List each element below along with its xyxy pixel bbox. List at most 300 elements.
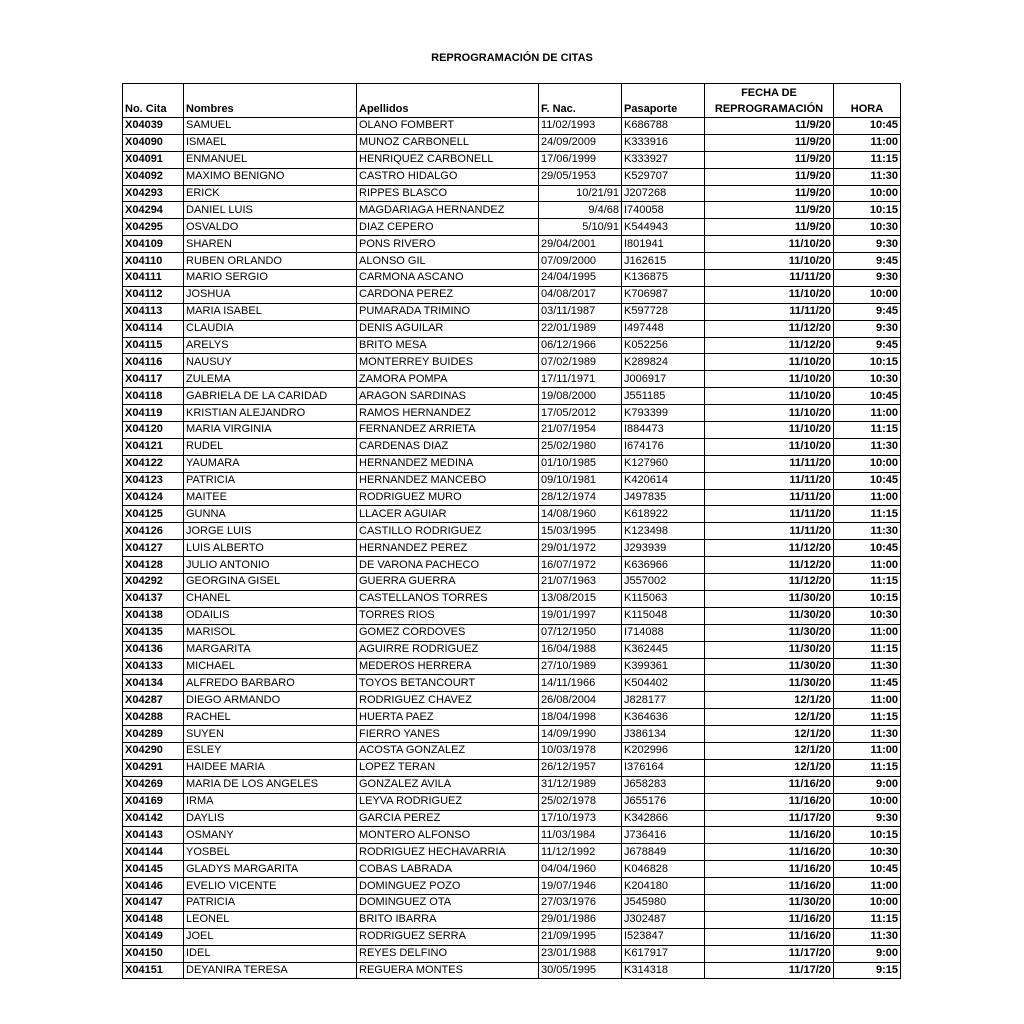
- f-nac-cell: 16/07/1972: [539, 557, 622, 574]
- hora-cell: 11:15: [834, 911, 901, 928]
- apellidos-cell: RODRIGUEZ HECHAVARRIA: [357, 844, 539, 861]
- apellidos-cell: GUERRA GUERRA: [357, 574, 539, 591]
- nombres-cell: GUNNA: [184, 506, 357, 523]
- f-nac-cell: 14/09/1990: [539, 726, 622, 743]
- header-hora: HORA: [834, 101, 901, 118]
- pasaporte-cell: J386134: [622, 726, 705, 743]
- hora-cell: 9:00: [834, 945, 901, 962]
- pasaporte-cell: J293939: [622, 540, 705, 557]
- fecha-cell: 11/16/20: [705, 793, 834, 810]
- apellidos-cell: TORRES RIOS: [357, 607, 539, 624]
- f-nac-cell: 19/01/1997: [539, 607, 622, 624]
- pasaporte-cell: K115048: [622, 607, 705, 624]
- pasaporte-cell: K364636: [622, 709, 705, 726]
- cita-id-cell: X04116: [123, 354, 184, 371]
- table-row: [123, 827, 901, 844]
- fecha-cell: 12/1/20: [705, 692, 834, 709]
- fecha-cell: 11/9/20: [705, 185, 834, 202]
- fecha-cell: 11/12/20: [705, 557, 834, 574]
- f-nac-cell: 11/03/1984: [539, 827, 622, 844]
- nombres-cell: SUYEN: [184, 726, 357, 743]
- apellidos-cell: LEYVA RODRIGUEZ: [357, 793, 539, 810]
- fecha-cell: 11/16/20: [705, 844, 834, 861]
- pasaporte-cell: K123498: [622, 523, 705, 540]
- f-nac-cell: 24/09/2009: [539, 134, 622, 151]
- pasaporte-cell: J658283: [622, 776, 705, 793]
- header-apellidos-top: [357, 84, 539, 102]
- apellidos-cell: GARCIA PEREZ: [357, 810, 539, 827]
- pasaporte-cell: J207268: [622, 185, 705, 202]
- f-nac-cell: 19/08/2000: [539, 388, 622, 405]
- hora-cell: 11:30: [834, 168, 901, 185]
- apellidos-cell: COBAS LABRADA: [357, 861, 539, 878]
- table-row: [123, 844, 901, 861]
- nombres-cell: MARIO SERGIO: [184, 270, 357, 287]
- hora-cell: 10:15: [834, 354, 901, 371]
- cita-id-cell: X04125: [123, 506, 184, 523]
- appointments-table: [122, 83, 901, 979]
- fecha-cell: 11/11/20: [705, 303, 834, 320]
- table-row: [123, 928, 901, 945]
- cita-id-cell: X04135: [123, 624, 184, 641]
- table-row: [123, 168, 901, 185]
- cita-id-cell: X04092: [123, 168, 184, 185]
- nombres-cell: CLAUDIA: [184, 320, 357, 337]
- hora-cell: 10:45: [834, 118, 901, 135]
- apellidos-cell: CASTELLANOS TORRES: [357, 590, 539, 607]
- apellidos-cell: MONTERREY BUIDES: [357, 354, 539, 371]
- apellidos-cell: BRITO IBARRA: [357, 911, 539, 928]
- f-nac-cell: 10/03/1978: [539, 742, 622, 759]
- f-nac-cell: 13/08/2015: [539, 590, 622, 607]
- table-row: [123, 878, 901, 895]
- hora-cell: 9:00: [834, 776, 901, 793]
- nombres-cell: YAUMARA: [184, 455, 357, 472]
- apellidos-cell: FIERRO YANES: [357, 726, 539, 743]
- f-nac-cell: 21/07/1954: [539, 422, 622, 439]
- nombres-cell: RUBEN ORLANDO: [184, 253, 357, 270]
- cita-id-cell: X04123: [123, 472, 184, 489]
- f-nac-cell: 07/02/1989: [539, 354, 622, 371]
- fecha-cell: 11/10/20: [705, 438, 834, 455]
- nombres-cell: PATRICIA: [184, 472, 357, 489]
- pasaporte-cell: J736416: [622, 827, 705, 844]
- table-row: [123, 962, 901, 979]
- f-nac-cell: 29/04/2001: [539, 236, 622, 253]
- f-nac-cell: 09/10/1981: [539, 472, 622, 489]
- fecha-cell: 11/9/20: [705, 118, 834, 135]
- pasaporte-cell: K136875: [622, 270, 705, 287]
- cita-id-cell: X04134: [123, 675, 184, 692]
- cita-id-cell: X04144: [123, 844, 184, 861]
- hora-cell: 9:15: [834, 962, 901, 979]
- fecha-cell: 11/30/20: [705, 894, 834, 911]
- hora-cell: 9:30: [834, 810, 901, 827]
- nombres-cell: DANIEL LUIS: [184, 202, 357, 219]
- pasaporte-cell: K793399: [622, 405, 705, 422]
- apellidos-cell: DIAZ CEPERO: [357, 219, 539, 236]
- hora-cell: 10:00: [834, 793, 901, 810]
- pasaporte-cell: K504402: [622, 675, 705, 692]
- hora-cell: 11:00: [834, 742, 901, 759]
- fecha-cell: 11/30/20: [705, 590, 834, 607]
- table-row: [123, 894, 901, 911]
- nombres-cell: EVELIO VICENTE: [184, 878, 357, 895]
- table-row: [123, 692, 901, 709]
- header-no-cita-top: [123, 84, 184, 102]
- table-row: [123, 945, 901, 962]
- f-nac-cell: 27/10/1989: [539, 658, 622, 675]
- table-row: [123, 118, 901, 135]
- fecha-cell: 11/10/20: [705, 236, 834, 253]
- header-f-nac-top: [539, 84, 622, 102]
- header-fecha-line1: FECHA DE: [705, 84, 834, 102]
- pasaporte-cell: K202996: [622, 742, 705, 759]
- hora-cell: 9:30: [834, 320, 901, 337]
- table-row: [123, 709, 901, 726]
- hora-cell: 10:45: [834, 472, 901, 489]
- pasaporte-cell: K052256: [622, 337, 705, 354]
- table-row: [123, 523, 901, 540]
- fecha-cell: 11/11/20: [705, 472, 834, 489]
- f-nac-cell: 31/12/1989: [539, 776, 622, 793]
- fecha-cell: 11/11/20: [705, 523, 834, 540]
- apellidos-cell: PUMARADA TRIMINO: [357, 303, 539, 320]
- hora-cell: 9:30: [834, 236, 901, 253]
- cita-id-cell: X04114: [123, 320, 184, 337]
- nombres-cell: ALFREDO BARBARO: [184, 675, 357, 692]
- hora-cell: 11:15: [834, 641, 901, 658]
- hora-cell: 11:00: [834, 692, 901, 709]
- apellidos-cell: DOMINGUEZ POZO: [357, 878, 539, 895]
- page-title: REPROGRAMACIÓN DE CITAS: [431, 52, 593, 64]
- fecha-cell: 11/9/20: [705, 168, 834, 185]
- table-row: [123, 236, 901, 253]
- cita-id-cell: X04124: [123, 489, 184, 506]
- fecha-cell: 12/1/20: [705, 759, 834, 776]
- cita-id-cell: X04120: [123, 422, 184, 439]
- cita-id-cell: X04151: [123, 962, 184, 979]
- nombres-cell: NAUSUY: [184, 354, 357, 371]
- nombres-cell: JOEL: [184, 928, 357, 945]
- cita-id-cell: X04113: [123, 303, 184, 320]
- cita-id-cell: X04126: [123, 523, 184, 540]
- table-row: [123, 185, 901, 202]
- fecha-cell: 11/9/20: [705, 202, 834, 219]
- nombres-cell: GLADYS MARGARITA: [184, 861, 357, 878]
- cita-id-cell: X04169: [123, 793, 184, 810]
- fecha-cell: 12/1/20: [705, 742, 834, 759]
- hora-cell: 10:30: [834, 844, 901, 861]
- header-nombres: Nombres: [184, 101, 357, 118]
- cita-id-cell: X04136: [123, 641, 184, 658]
- nombres-cell: DAYLIS: [184, 810, 357, 827]
- cita-id-cell: X04121: [123, 438, 184, 455]
- hora-cell: 11:15: [834, 151, 901, 168]
- fecha-cell: 11/12/20: [705, 540, 834, 557]
- cita-id-cell: X04111: [123, 270, 184, 287]
- pasaporte-cell: K115063: [622, 590, 705, 607]
- nombres-cell: DIEGO ARMANDO: [184, 692, 357, 709]
- apellidos-cell: CARDENAS DIAZ: [357, 438, 539, 455]
- fecha-cell: 11/10/20: [705, 422, 834, 439]
- cita-id-cell: X04127: [123, 540, 184, 557]
- f-nac-cell: 18/04/1998: [539, 709, 622, 726]
- apellidos-cell: PONS RIVERO: [357, 236, 539, 253]
- pasaporte-cell: K686788: [622, 118, 705, 135]
- apellidos-cell: ZAMORA POMPA: [357, 371, 539, 388]
- cita-id-cell: X04289: [123, 726, 184, 743]
- apellidos-cell: HERNANDEZ MEDINA: [357, 455, 539, 472]
- f-nac-cell: 17/05/2012: [539, 405, 622, 422]
- f-nac-cell: 21/07/1963: [539, 574, 622, 591]
- cita-id-cell: X04118: [123, 388, 184, 405]
- cita-id-cell: X04117: [123, 371, 184, 388]
- hora-cell: 10:45: [834, 861, 901, 878]
- nombres-cell: RUDEL: [184, 438, 357, 455]
- pasaporte-cell: K289824: [622, 354, 705, 371]
- table-row: [123, 405, 901, 422]
- f-nac-cell: 17/10/1973: [539, 810, 622, 827]
- pasaporte-cell: K597728: [622, 303, 705, 320]
- cita-id-cell: X04146: [123, 878, 184, 895]
- cita-id-cell: X04142: [123, 810, 184, 827]
- hora-cell: 10:00: [834, 185, 901, 202]
- f-nac-cell: 25/02/1980: [539, 438, 622, 455]
- apellidos-cell: RIPPES BLASCO: [357, 185, 539, 202]
- pasaporte-cell: K127960: [622, 455, 705, 472]
- header-pasaporte: Pasaporte: [622, 101, 705, 118]
- cita-id-cell: X04287: [123, 692, 184, 709]
- apellidos-cell: TOYOS BETANCOURT: [357, 675, 539, 692]
- nombres-cell: DEYANIRA TERESA: [184, 962, 357, 979]
- header-pasaporte-top: [622, 84, 705, 102]
- table-row: [123, 151, 901, 168]
- fecha-cell: 11/16/20: [705, 861, 834, 878]
- apellidos-cell: REYES DELFINO: [357, 945, 539, 962]
- f-nac-cell: 19/07/1946: [539, 878, 622, 895]
- nombres-cell: GEORGINA GISEL: [184, 574, 357, 591]
- nombres-cell: ESLEY: [184, 742, 357, 759]
- header-hora-top: [834, 84, 901, 102]
- apellidos-cell: ALONSO GIL: [357, 253, 539, 270]
- nombres-cell: YOSBEL: [184, 844, 357, 861]
- table-row: [123, 472, 901, 489]
- table-row: [123, 624, 901, 641]
- hora-cell: 11:30: [834, 726, 901, 743]
- pasaporte-cell: K706987: [622, 286, 705, 303]
- f-nac-cell: 10/21/91: [539, 185, 622, 202]
- nombres-cell: MARIA VIRGINIA: [184, 422, 357, 439]
- fecha-cell: 11/11/20: [705, 455, 834, 472]
- fecha-cell: 11/9/20: [705, 151, 834, 168]
- fecha-cell: 11/30/20: [705, 624, 834, 641]
- apellidos-cell: BRITO MESA: [357, 337, 539, 354]
- nombres-cell: ISMAEL: [184, 134, 357, 151]
- f-nac-cell: 11/12/1992: [539, 844, 622, 861]
- fecha-cell: 11/12/20: [705, 320, 834, 337]
- table-row: [123, 371, 901, 388]
- nombres-cell: JOSHUA: [184, 286, 357, 303]
- table-row: [123, 590, 901, 607]
- table-row: [123, 557, 901, 574]
- nombres-cell: KRISTIAN ALEJANDRO: [184, 405, 357, 422]
- hora-cell: 11:15: [834, 709, 901, 726]
- cita-id-cell: X04137: [123, 590, 184, 607]
- hora-cell: 10:30: [834, 219, 901, 236]
- apellidos-cell: RODRIGUEZ CHAVEZ: [357, 692, 539, 709]
- nombres-cell: MARGARITA: [184, 641, 357, 658]
- nombres-cell: SHAREN: [184, 236, 357, 253]
- apellidos-cell: GOMEZ CORDOVES: [357, 624, 539, 641]
- fecha-cell: 11/30/20: [705, 675, 834, 692]
- hora-cell: 10:45: [834, 388, 901, 405]
- nombres-cell: GABRIELA DE LA CARIDAD: [184, 388, 357, 405]
- hora-cell: 11:15: [834, 574, 901, 591]
- nombres-cell: OSMANY: [184, 827, 357, 844]
- hora-cell: 10:15: [834, 827, 901, 844]
- table-row: [123, 270, 901, 287]
- pasaporte-cell: J828177: [622, 692, 705, 709]
- apellidos-cell: HERNANDEZ PEREZ: [357, 540, 539, 557]
- hora-cell: 9:30: [834, 270, 901, 287]
- apellidos-cell: MEDEROS HERRERA: [357, 658, 539, 675]
- header-nombres-top: [184, 84, 357, 102]
- pasaporte-cell: I714088: [622, 624, 705, 641]
- fecha-cell: 11/11/20: [705, 489, 834, 506]
- hora-cell: 11:15: [834, 422, 901, 439]
- nombres-cell: IRMA: [184, 793, 357, 810]
- hora-cell: 11:15: [834, 506, 901, 523]
- table-row: [123, 658, 901, 675]
- table-row: [123, 861, 901, 878]
- apellidos-cell: ARAGON SARDINAS: [357, 388, 539, 405]
- f-nac-cell: 28/12/1974: [539, 489, 622, 506]
- table-row: [123, 219, 901, 236]
- f-nac-cell: 07/09/2000: [539, 253, 622, 270]
- pasaporte-cell: J655176: [622, 793, 705, 810]
- pasaporte-cell: J006917: [622, 371, 705, 388]
- f-nac-cell: 11/02/1993: [539, 118, 622, 135]
- f-nac-cell: 01/10/1985: [539, 455, 622, 472]
- pasaporte-cell: J678849: [622, 844, 705, 861]
- f-nac-cell: 15/03/1995: [539, 523, 622, 540]
- table-row: [123, 354, 901, 371]
- table-row: [123, 911, 901, 928]
- nombres-cell: OSVALDO: [184, 219, 357, 236]
- cita-id-cell: X04112: [123, 286, 184, 303]
- header-f-nac: F. Nac.: [539, 101, 622, 118]
- f-nac-cell: 29/05/1953: [539, 168, 622, 185]
- table-row: [123, 540, 901, 557]
- apellidos-cell: CASTILLO RODRIGUEZ: [357, 523, 539, 540]
- f-nac-cell: 25/02/1978: [539, 793, 622, 810]
- f-nac-cell: 5/10/91: [539, 219, 622, 236]
- header-row-top: [123, 84, 901, 102]
- pasaporte-cell: K544943: [622, 219, 705, 236]
- apellidos-cell: GONZALEZ AVILA: [357, 776, 539, 793]
- apellidos-cell: MONTERO ALFONSO: [357, 827, 539, 844]
- header-apellidos: Apellidos: [357, 101, 539, 118]
- fecha-cell: 11/30/20: [705, 641, 834, 658]
- f-nac-cell: 04/04/1960: [539, 861, 622, 878]
- pasaporte-cell: J497835: [622, 489, 705, 506]
- nombres-cell: LEONEL: [184, 911, 357, 928]
- table-row: [123, 320, 901, 337]
- cita-id-cell: X04292: [123, 574, 184, 591]
- f-nac-cell: 26/08/2004: [539, 692, 622, 709]
- pasaporte-cell: K333927: [622, 151, 705, 168]
- cita-id-cell: X04288: [123, 709, 184, 726]
- table-row: [123, 759, 901, 776]
- apellidos-cell: FERNANDEZ ARRIETA: [357, 422, 539, 439]
- apellidos-cell: CARMONA ASCANO: [357, 270, 539, 287]
- apellidos-cell: LLACER AGUIAR: [357, 506, 539, 523]
- hora-cell: 11:30: [834, 438, 901, 455]
- f-nac-cell: 04/08/2017: [539, 286, 622, 303]
- f-nac-cell: 21/09/1995: [539, 928, 622, 945]
- cita-id-cell: X04090: [123, 134, 184, 151]
- hora-cell: 11:15: [834, 759, 901, 776]
- table-row: [123, 455, 901, 472]
- cita-id-cell: X04109: [123, 236, 184, 253]
- fecha-cell: 11/30/20: [705, 658, 834, 675]
- f-nac-cell: 16/04/1988: [539, 641, 622, 658]
- cita-id-cell: X04091: [123, 151, 184, 168]
- pasaporte-cell: K342866: [622, 810, 705, 827]
- f-nac-cell: 14/08/1960: [539, 506, 622, 523]
- cita-id-cell: X04295: [123, 219, 184, 236]
- hora-cell: 10:00: [834, 455, 901, 472]
- fecha-cell: 11/16/20: [705, 827, 834, 844]
- cita-id-cell: X04128: [123, 557, 184, 574]
- cita-id-cell: X04133: [123, 658, 184, 675]
- pasaporte-cell: J551185: [622, 388, 705, 405]
- hora-cell: 10:30: [834, 607, 901, 624]
- hora-cell: 11:00: [834, 134, 901, 151]
- apellidos-cell: AGUIRRE RODRIGUEZ: [357, 641, 539, 658]
- table-row: [123, 810, 901, 827]
- cita-id-cell: X04147: [123, 894, 184, 911]
- nombres-cell: JORGE LUIS: [184, 523, 357, 540]
- hora-cell: 9:45: [834, 303, 901, 320]
- pasaporte-cell: I740058: [622, 202, 705, 219]
- cita-id-cell: X04138: [123, 607, 184, 624]
- apellidos-cell: ACOSTA GONZALEZ: [357, 742, 539, 759]
- apellidos-cell: REGUERA MONTES: [357, 962, 539, 979]
- fecha-cell: 11/10/20: [705, 388, 834, 405]
- pasaporte-cell: K618922: [622, 506, 705, 523]
- apellidos-cell: DE VARONA PACHECO: [357, 557, 539, 574]
- apellidos-cell: HERNANDEZ MANCEBO: [357, 472, 539, 489]
- cita-id-cell: X04145: [123, 861, 184, 878]
- table-row: [123, 489, 901, 506]
- pasaporte-cell: K362445: [622, 641, 705, 658]
- hora-cell: 10:30: [834, 371, 901, 388]
- hora-cell: 11:30: [834, 928, 901, 945]
- apellidos-cell: HENRIQUEZ CARBONELL: [357, 151, 539, 168]
- table-row: [123, 303, 901, 320]
- fecha-cell: 11/16/20: [705, 776, 834, 793]
- nombres-cell: MICHAEL: [184, 658, 357, 675]
- nombres-cell: MARIA DE LOS ANGELES: [184, 776, 357, 793]
- nombres-cell: ARELYS: [184, 337, 357, 354]
- hora-cell: 10:45: [834, 540, 901, 557]
- cita-id-cell: X04143: [123, 827, 184, 844]
- table-row: [123, 675, 901, 692]
- pasaporte-cell: K636966: [622, 557, 705, 574]
- fecha-cell: 11/10/20: [705, 286, 834, 303]
